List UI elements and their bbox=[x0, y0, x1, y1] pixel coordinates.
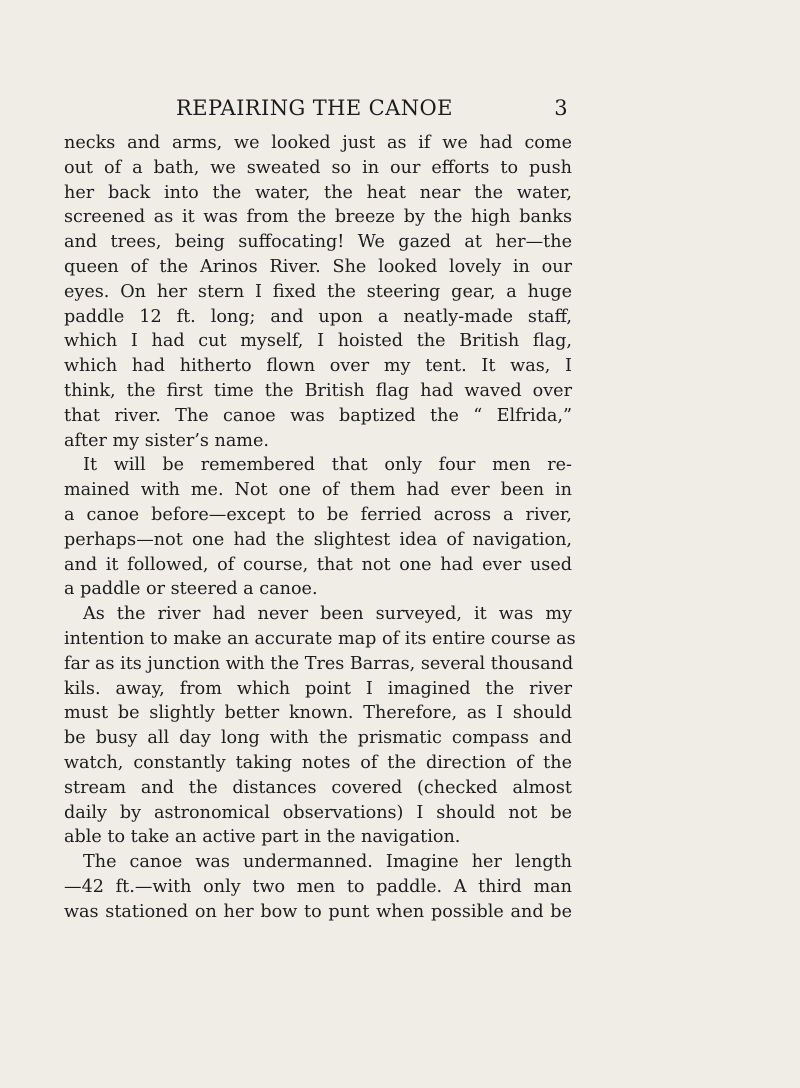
text-line: screened as it was from the breeze by the high banks bbox=[64, 207, 572, 228]
text-line: out of a bath, we sweated so in our efforts to push bbox=[64, 157, 572, 178]
text-line: watch, constantly taking notes of the direction of the bbox=[64, 752, 572, 773]
text-line: daily by astronomical observations) I should not be bbox=[64, 802, 572, 823]
text-line: perhaps—not one had the slightest idea of navigation, bbox=[64, 529, 572, 550]
text-line: queen of the Arinos River. She looked lovely in our bbox=[64, 256, 572, 277]
text-line: paddle 12 ft. long; and upon a neatly-made staff, bbox=[64, 306, 572, 327]
text-line: think, the first time the British flag had waved over bbox=[64, 380, 572, 401]
text-line: intention to make an accurate map of its entire course as bbox=[64, 628, 576, 649]
text-line: kils. away, from which point I imagined the river bbox=[64, 678, 572, 699]
text-line: —42 ft.—with only two men to paddle. A third man bbox=[64, 876, 572, 897]
text-line: was stationed on her bow to punt when possible and be bbox=[64, 901, 572, 922]
text-line: a canoe before—except to be ferried across a river, bbox=[64, 504, 572, 525]
text-line: mained with me. Not one of them had ever been in bbox=[64, 480, 572, 501]
text-line: and it followed, of course, that not one had ever used bbox=[64, 554, 572, 575]
text-line: As the river had never been surveyed, it was my bbox=[83, 604, 572, 625]
text-line: eyes. On her stern I fixed the steering gear, a huge bbox=[64, 281, 572, 302]
text-line: far as its junction with the Tres Barras, several thousand bbox=[64, 653, 574, 674]
text-line: be busy all day long with the prismatic compass and bbox=[64, 728, 572, 749]
running-title: REPAIRING THE CANOE bbox=[176, 96, 453, 120]
running-head bbox=[176, 94, 568, 122]
text-line: after my sister’s name. bbox=[64, 430, 269, 451]
body-text bbox=[64, 131, 576, 925]
text-line: and trees, being suffocating! We gazed at her—the bbox=[64, 232, 572, 253]
text-line: that river. The canoe was baptized the “ Elfrida,” bbox=[64, 405, 572, 426]
text-line: The canoe was undermanned. Imagine her length bbox=[83, 852, 572, 873]
text-line: necks and arms, we looked just as if we had come bbox=[64, 133, 572, 153]
text-line: which I had cut myself, I hoisted the British flag, bbox=[64, 331, 572, 352]
text-line: It will be remembered that only four men re- bbox=[83, 455, 572, 476]
text-line: stream and the distances covered (checked almost bbox=[64, 777, 572, 798]
text-line: able to take an active part in the navigation. bbox=[64, 827, 461, 848]
text-line: her back into the water, the heat near the water, bbox=[64, 182, 572, 203]
page-number: 3 bbox=[554, 96, 568, 120]
text-line: a paddle or steered a canoe. bbox=[64, 579, 318, 600]
text-line: must be slightly better known. Therefore, as I should bbox=[64, 703, 572, 724]
text-line: which had hitherto flown over my tent. It was, I bbox=[64, 356, 572, 377]
